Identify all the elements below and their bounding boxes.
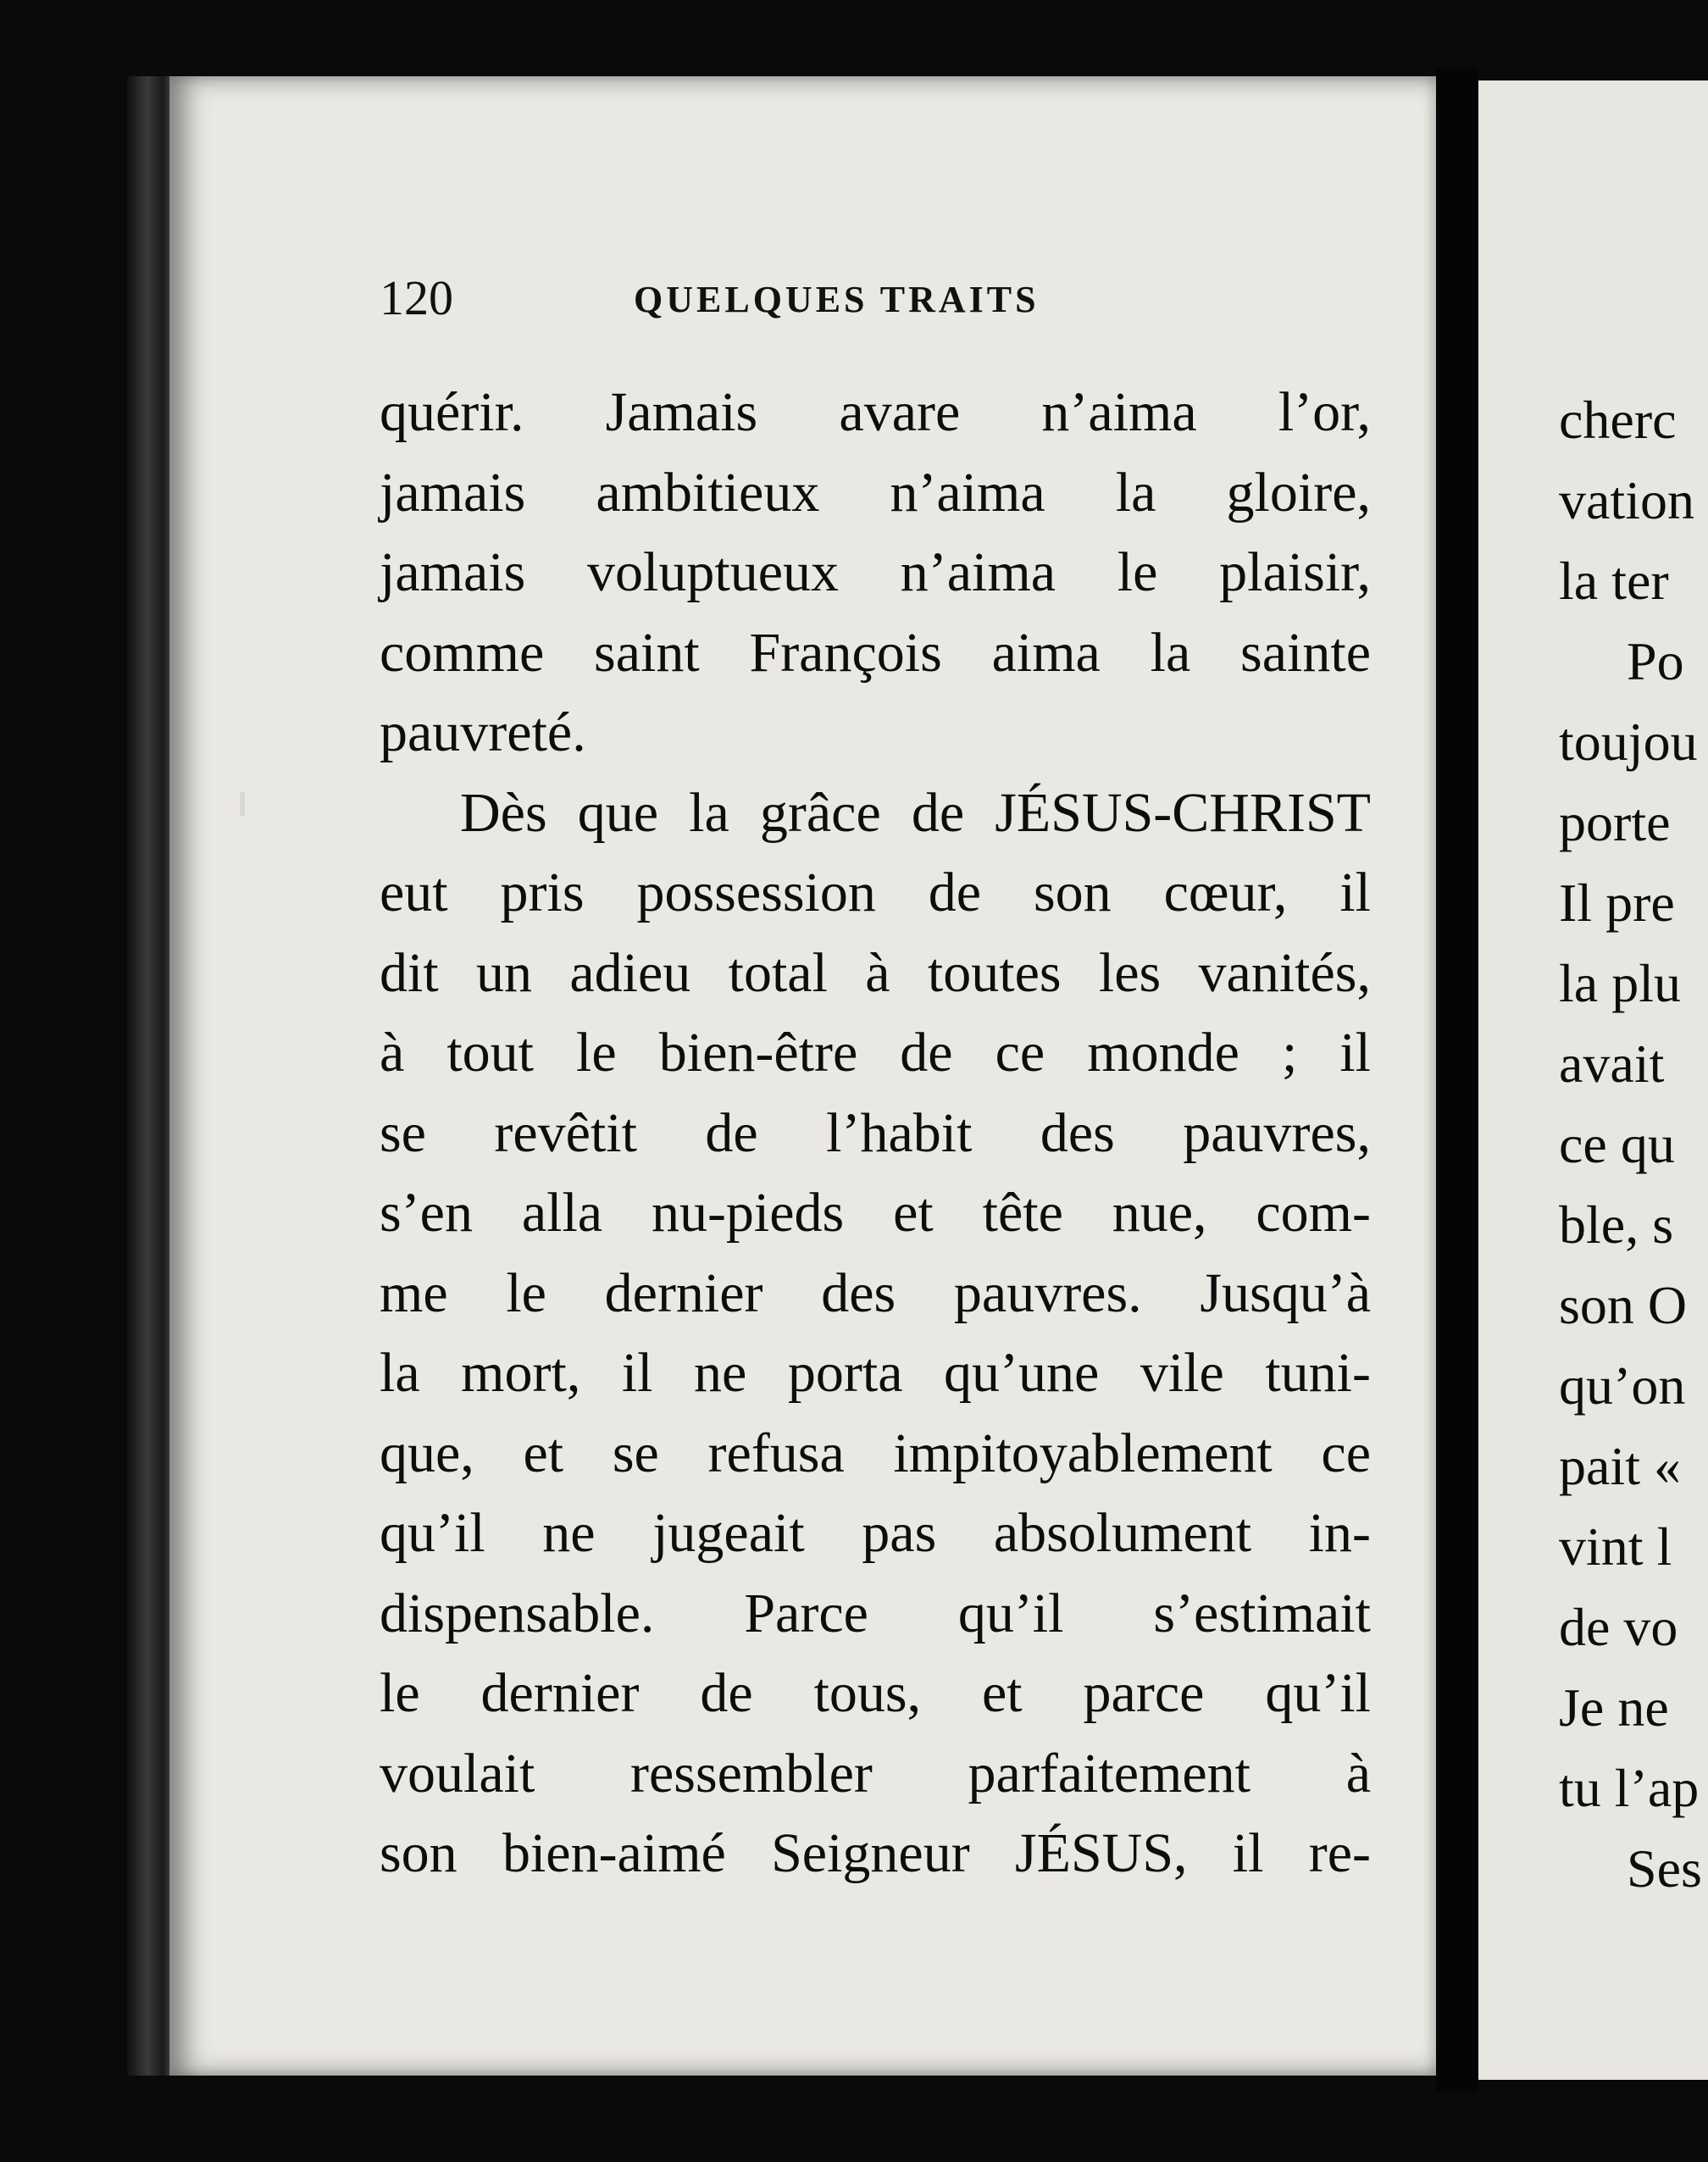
- text-line: tu l’ap: [1559, 1758, 1700, 1818]
- text-line: quérir. Jamais avare n’aima l’or,: [380, 381, 1371, 443]
- right-page-text: [1559, 380, 1708, 1909]
- text-line: son O: [1559, 1275, 1688, 1335]
- text-line: toujou: [1559, 712, 1698, 772]
- text-line: s’en alla nu-pieds et tête nue, com-: [380, 1182, 1371, 1244]
- text-line: Je ne: [1559, 1677, 1669, 1738]
- text-line: cherc: [1559, 390, 1677, 450]
- text-line: qu’on: [1559, 1355, 1686, 1416]
- text-line: vation: [1559, 470, 1694, 530]
- running-head: [380, 269, 1142, 337]
- text-line: Dès que la grâce de JÉSUS-CHRIST: [460, 781, 1371, 844]
- text-line: me le dernier des pauvres. Jusqu’à: [380, 1261, 1371, 1324]
- text-line: comme saint François aima la sainte: [380, 621, 1371, 684]
- running-title: QUELQUES TRAITS: [634, 279, 1040, 320]
- text-line: avait: [1559, 1034, 1665, 1094]
- text-line: dispensable. Parce qu’il s’estimait: [380, 1582, 1371, 1644]
- text-line: jamais voluptueux n’aima le plaisir,: [380, 541, 1371, 603]
- text-line: porte: [1559, 792, 1671, 852]
- text-line: pait «: [1559, 1436, 1681, 1496]
- text-line: ble, s: [1559, 1195, 1674, 1255]
- text-line: Po: [1627, 631, 1684, 691]
- text-line: vint l: [1559, 1516, 1672, 1577]
- text-line: à tout le bien-être de ce monde ; il: [380, 1022, 1371, 1084]
- text-line: jamais ambitieux n’aima la gloire,: [380, 461, 1371, 524]
- text-line: qu’il ne jugeait pas absolument in-: [380, 1502, 1371, 1564]
- text-line: pauvreté.: [380, 701, 586, 763]
- text-line: la plu: [1559, 953, 1681, 1013]
- page-number: 120: [380, 270, 453, 325]
- text-line: Ses: [1627, 1838, 1702, 1899]
- text-line: de vo: [1559, 1597, 1678, 1657]
- text-line: voulait ressembler parfaitement à: [380, 1742, 1371, 1804]
- scan-speck: [240, 792, 245, 816]
- left-page-text: [380, 373, 1371, 1894]
- text-line: le dernier de tous, et parce qu’il: [380, 1662, 1371, 1724]
- text-line: ce qu: [1559, 1114, 1675, 1174]
- text-line: se revêtit de l’habit des pauvres,: [380, 1101, 1371, 1164]
- text-line: son bien-aimé Seigneur JÉSUS, il re-: [380, 1822, 1371, 1884]
- text-line: eut pris possession de son cœur, il: [380, 862, 1371, 923]
- text-line: dit un adieu total à toutes les vanités,: [380, 941, 1371, 1004]
- page-gutter: [1436, 68, 1478, 2093]
- text-line: la mort, il ne porta qu’une vile tuni-: [380, 1342, 1371, 1404]
- text-line: la ter: [1559, 551, 1669, 611]
- text-line: Il pre: [1559, 873, 1675, 933]
- text-line: que, et se refusa impitoyablement ce: [380, 1422, 1371, 1484]
